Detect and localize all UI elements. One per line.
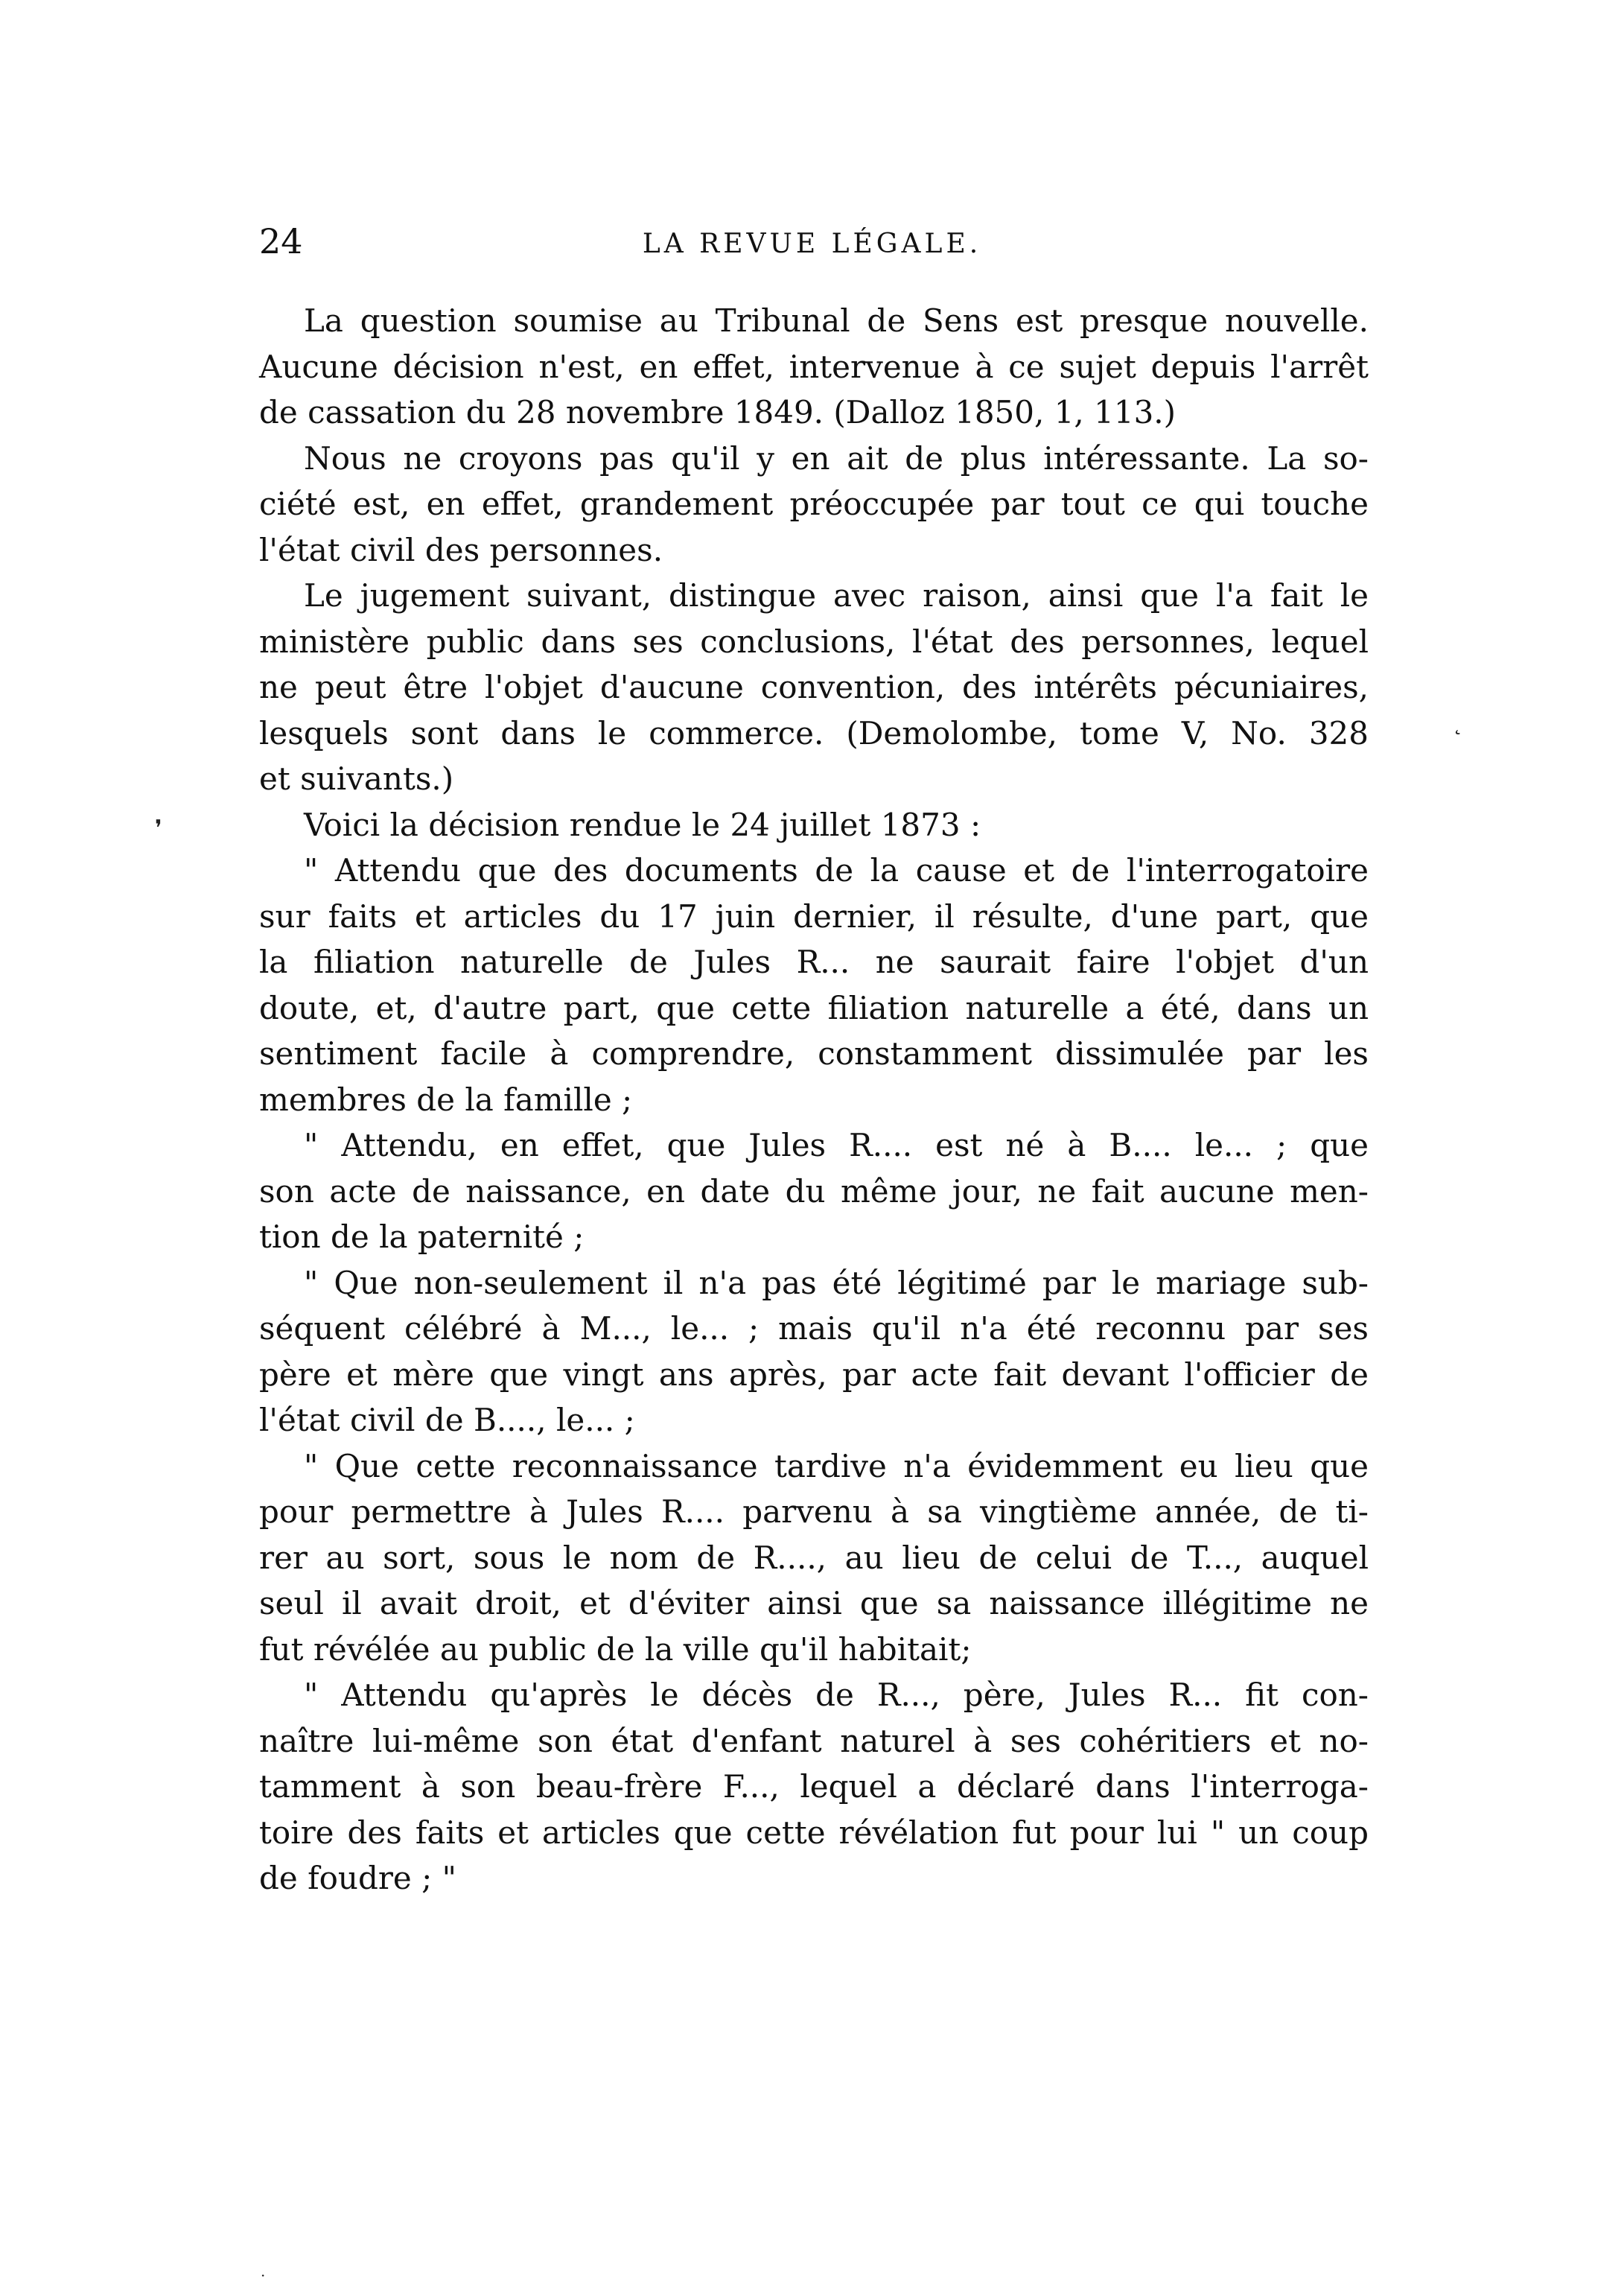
text-line: La question soumise au Tribunal de Sens est presque nouvelle. bbox=[304, 302, 1369, 339]
text-line: son acte de naissance, en date du même jour, ne fait aucune men- bbox=[259, 1172, 1369, 1210]
text-line: l'état civil de B...., le... ; bbox=[259, 1402, 635, 1438]
text-line: pour permettre à Jules R.... parvenu à sa vingtième année, de ti- bbox=[259, 1493, 1369, 1530]
running-title: LA REVUE LÉGALE. bbox=[642, 229, 982, 259]
text-line: ministère public dans ses conclusions, l'état des personnes, lequel bbox=[259, 623, 1369, 660]
text-line: lesquels sont dans le commerce. (Demolombe, tome V, No. 328 bbox=[259, 714, 1369, 752]
text-line: seul il avait droit, et d'éviter ainsi que sa naissance illégitime ne bbox=[259, 1585, 1369, 1621]
text-line: Voici la décision rendue le 24 juillet 1873 : bbox=[304, 806, 981, 843]
page-number: 24 bbox=[259, 221, 303, 261]
margin-mark: · bbox=[261, 2266, 266, 2284]
text-line: sur faits et articles du 17 juin dernier, il résulte, d'une part, que bbox=[259, 897, 1369, 935]
text-line: et suivants.) bbox=[259, 760, 454, 797]
text-line: fut révélée au public de la ville qu'il habitait; bbox=[259, 1630, 972, 1668]
text-line: tion de la paternité ; bbox=[259, 1219, 585, 1255]
text-line: l'état civil des personnes. bbox=[259, 531, 663, 568]
text-line: ciété est, en effet, grandement préoccupée par tout ce qui touche bbox=[259, 486, 1369, 522]
text-body bbox=[259, 298, 1369, 1901]
text-line: naître lui-même son état d'enfant naturel à ses cohéritiers et no- bbox=[259, 1722, 1369, 1759]
text-line: membres de la famille ; bbox=[259, 1081, 633, 1118]
text-line: " Attendu que des documents de la cause et de l'interrogatoire bbox=[304, 852, 1369, 889]
margin-mark: ❜ bbox=[155, 816, 162, 842]
text-line: ne peut être l'objet d'aucune convention, des intérêts pécuniaires, bbox=[259, 669, 1369, 705]
text-line: Nous ne croyons pas qu'il y en ait de plus intéressante. La so- bbox=[304, 439, 1369, 477]
margin-mark: ˛ bbox=[1452, 710, 1463, 736]
text-line: " Attendu qu'après le décès de R..., père, Jules R... fit con- bbox=[304, 1677, 1369, 1713]
text-line: " Que cette reconnaissance tardive n'a évidemment eu lieu que bbox=[304, 1447, 1369, 1484]
text-line: toire des faits et articles que cette révélation fut pour lui " un coup bbox=[259, 1814, 1369, 1851]
text-line: " Que non-seulement il n'a pas été légitimé par le mariage sub- bbox=[304, 1264, 1369, 1301]
text-line: tamment à son beau-frère F..., lequel a déclaré dans l'interroga- bbox=[259, 1768, 1369, 1805]
text-line: doute, et, d'autre part, que cette filiation naturelle a été, dans un bbox=[259, 989, 1369, 1026]
text-line: Aucune décision n'est, en effet, intervenue à ce sujet depuis l'arrêt bbox=[259, 348, 1369, 385]
text-line: de cassation du 28 novembre 1849. (Dalloz 1850, 1, 113.) bbox=[259, 394, 1176, 430]
text-line: père et mère que vingt ans après, par acte fait devant l'officier de bbox=[259, 1356, 1369, 1393]
text-line: la filiation naturelle de Jules R... ne saurait faire l'objet d'un bbox=[259, 944, 1369, 980]
text-line: " Attendu, en effet, que Jules R.... est né à B.... le... ; que bbox=[304, 1127, 1369, 1163]
text-line: de foudre ; " bbox=[259, 1860, 456, 1896]
text-line: séquent célébré à M..., le... ; mais qu'il n'a été reconnu par ses bbox=[259, 1310, 1369, 1347]
text-line: Le jugement suivant, distingue avec raison, ainsi que l'a fait le bbox=[304, 577, 1369, 614]
text-line: rer au sort, sous le nom de R...., au lieu de celui de T..., auquel bbox=[259, 1539, 1369, 1576]
text-line: sentiment facile à comprendre, constamment dissimulée par les bbox=[259, 1035, 1369, 1072]
